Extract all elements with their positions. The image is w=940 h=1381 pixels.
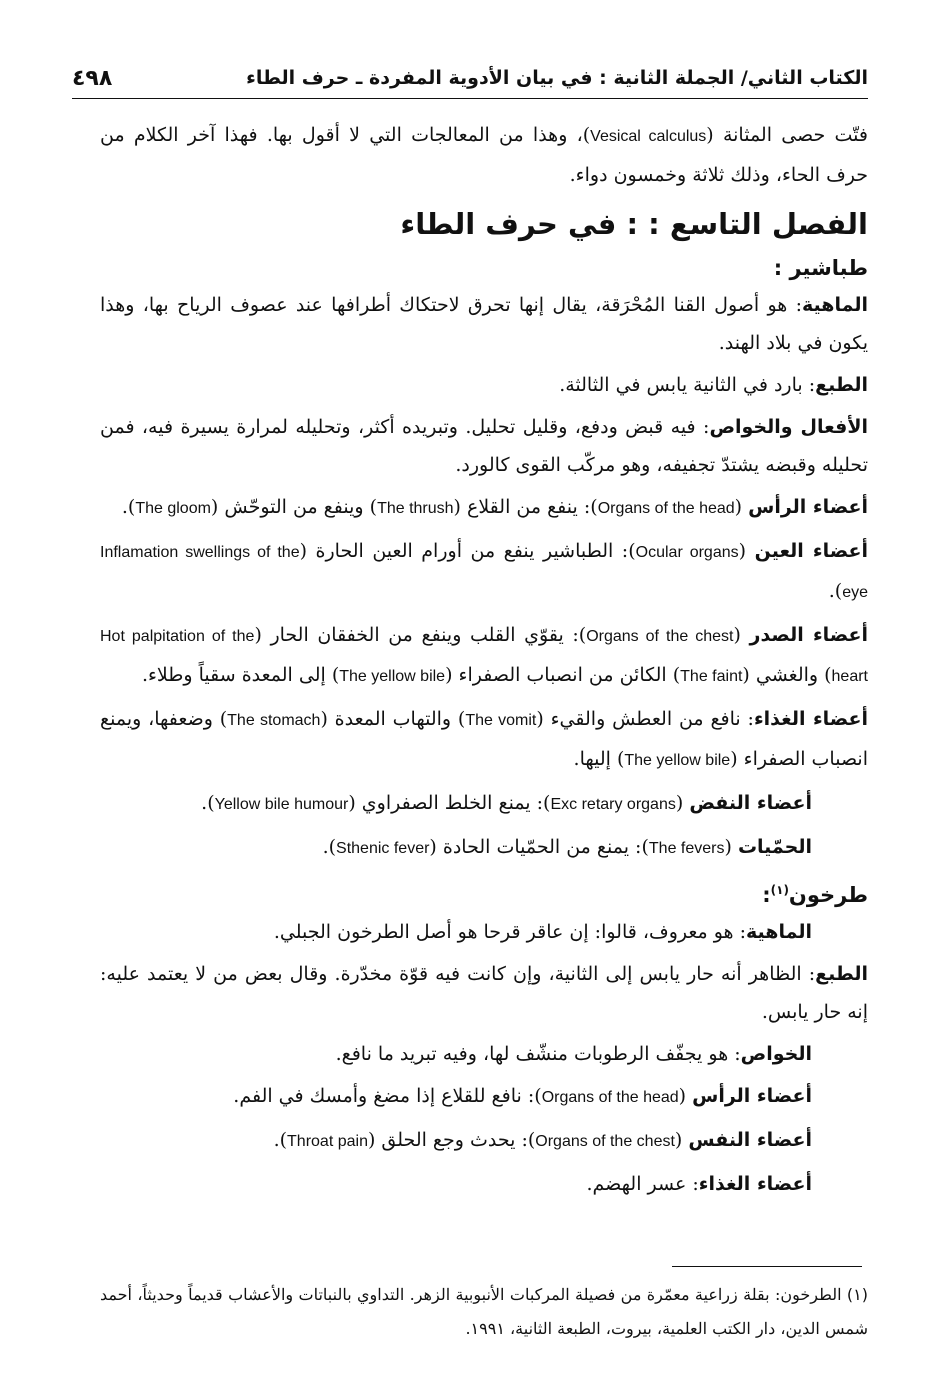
entry-heading-tarkhun: طرخون$^{(١)}$: <box>762 883 868 907</box>
intro-paragraph: فتّت حصى المثانة (Vesical calculus)، وهذا من المعالجات التي لا أقول بها. فهذا آخر الكلام من حرف الحاء، وذلك ثلاثة وخمسون دواء. <box>100 124 868 186</box>
tarkhun-head: أعضاء الرأس (Organs of the head): نافع للقلاع إذا مضغ وأمسك في الفم. <box>233 1085 812 1107</box>
footnote <box>100 1278 868 1346</box>
tarkhun-food: أعضاء الغذاء: عسر الهضم. <box>586 1173 812 1195</box>
tabashir-food: أعضاء الغذاء: نافع من العطش والقيء (The vomit) والتهاب المعدة (The stomach) وضعفها، ويمنع انصباب الصفراء (The yellow bile) إليها. <box>100 708 868 770</box>
tabashir-nafd: أعضاء النفض (Exc retary organs): يمنع الخلط الصفراوي (Yellow bile humour). <box>201 792 812 814</box>
main-text <box>100 116 868 1207</box>
footnote-marker[interactable]: (١) <box>770 883 789 897</box>
footnote-number: (١) <box>846 1285 868 1304</box>
tabashir-tabe: الطبع: بارد في الثانية يابس في الثالثة. <box>559 374 868 396</box>
tabashir-chest: أعضاء الصدر (Organs of the chest): يقوّي القلب وينفع من الخفقان الحار (Hot palpitation of the heart) والغشي (The faint) الكائن من انصباب الصفراء (The yellow bile) إلى المعدة سقياً وطلاء. <box>100 624 869 686</box>
footnote-separator <box>672 1266 862 1267</box>
header-title: الكتاب الثاني/ الجملة الثانية : في بيان الأدوية المفردة ـ حرف الطاء <box>246 67 868 89</box>
tarkhun-khawas: الخواص: هو يجفّف الرطوبات منشّف لها، وفيه تبريد ما نافع. <box>335 1043 812 1065</box>
tabashir-fevers: الحمّيات (The fevers): يمنع من الحمّيات الحادة (Sthenic fever). <box>322 836 812 858</box>
entry-heading-tabashir: طباشير : <box>773 256 868 280</box>
running-header <box>72 58 868 99</box>
chapter-title: الفصل التاسع : : في حرف الطاء <box>400 207 868 241</box>
page-number: ٤٩٨ <box>72 65 113 91</box>
tarkhun-tabe: الطبع: الظاهر أنه حار يابس إلى الثانية، وإن كانت فيه قوّة مخدّرة. وقال بعض من لا يعتمد عليه: إنه حار يابس. <box>100 963 868 1023</box>
tabashir-head: أعضاء الرأس (Organs of the head): ينفع من القلاع (The thrush) وينفع من التوحّش (The gloom). <box>121 496 868 518</box>
tabashir-mahiya: الماهية: هو أصول القنا المُحْرَقة، يقال إنها تحرق لاحتكاك أطرافها عند عصوف الرياح بها، وهذا يكون في بلاد الهند. <box>100 294 868 354</box>
footnote-text: الطرخون: بقلة زراعية معمّرة من فصيلة المركبات الأنبوبية الزهر. التداوي بالنباتات والأعشاب قديماً وحديثاً، أحمد شمس الدين، دار الكتب العلمية، بيروت، الطبعة الثانية، ١٩٩١. <box>100 1285 868 1338</box>
tabashir-afal: الأفعال والخواص: فيه قبض ودفع، وقليل تحليل. وتبريده أكثر، وتحليله لمرارة يسيرة فيه، فمن تحليله وقبضه يشتدّ تجفيفه، وهو مركّب القوى كالورد. <box>100 416 868 476</box>
tarkhun-nafs: أعضاء النفس (Organs of the chest): يحدث وجع الحلق (Throat pain). <box>273 1129 812 1151</box>
tabashir-eye: أعضاء العين (Ocular organs): الطباشير ينفع من أورام العين الحارة (Inflamation swellings of the eye). <box>100 540 868 602</box>
tarkhun-mahiya: الماهية: هو معروف، قالوا: إن عاقر قرحا هو أصل الطرخون الجبلي. <box>273 921 812 943</box>
